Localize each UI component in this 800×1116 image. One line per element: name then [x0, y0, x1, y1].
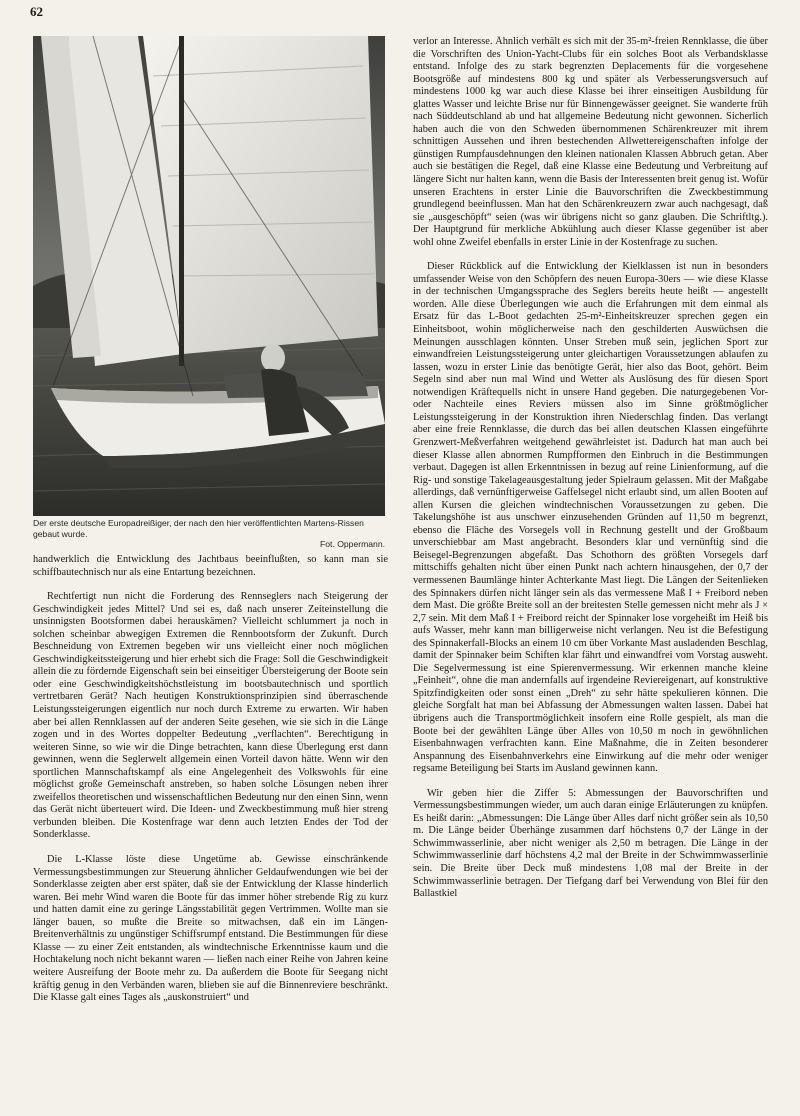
photo-credit: Fot. Oppermann.	[320, 539, 385, 549]
page-number: 62	[30, 4, 43, 19]
left-column	[33, 554, 388, 1106]
figure-caption	[33, 518, 385, 550]
sailboat-photo	[33, 36, 385, 516]
left-paragraph-2: Rechtfertigt nun nicht die Forderung des Rennseglers nach Steigerung der Geschwindigkeit jedes Mittel? Und sei es, daß nach unserer Zeiteinstellung die unsinnigsten Bootsformen dabei herauskämen? Vielleicht schlummert ja noch in solchen scheinbar abwegigen Extremen die Rennbootsform der Zukunft. Durch Beschneidung von Extremen begeben wir uns vielleicht einer noch möglichen Geschwindigkeitssteigerung und hier erhebt sich die Frage: Soll die Geschwindigkeit allein die zu fördernde Eigenschaft sein bei einseitiger Übersteigerung der Boote sein oder eine Geschwindigkeitshöchstleistung im bootsbautechnisch und sportlich vertretbaren Gerät? Nach heutigen Konstruktionsprinzipien sind überraschende Leistungssteigerungen eigentlich nur noch durch Extreme zu erwarten. Wir haben aber bei allen Rennklassen auf der anderen Seite gesehen, wie sie sich in die Länge zogen und in des Wortes doppelter Bedeutung „verflachten“. Berechtigung in weiteren Sinne, so wie wir die Dinge betrachten, kann diese Überlegung erst dann gewinnen, wenn die Seglerwelt allgemein einen Vorteil davon hätte. Wenn wir den sportlichen Mannschaftskampf als eine Angelegenheit des Volkswohls für eine möglichst große Gemeinschaft anstreben, so haben solche Lösungen neben ihrer zweifellos theoretischen und wissenschaftlichen Bedeutung nur den einen Sinn, wenn das Gerät nicht überteuert wird. Die Ideen- und Zweckbestimmung muß hier streng verbunden bleiben. Die Kostenfrage war denn auch letzten Endes der Tod der Sonderklasse.	[33, 591, 388, 841]
right-paragraph-1: verlor an Interesse. Ähnlich verhält es sich mit der 35-m²-freien Rennklasse, die über die Vorschriften des Union-Yacht-Clubs für ein solches Boot als Verbandsklasse entstand. Infolge des zu stark begrenzten Deplacements für die vorgesehene Bootsgröße auf mindestens 800 kg und später als Verbesserungsversuch auf mindestens 1000 kg war auch diese Klasse bei ihrer einseitigen Ausbildung für glattes Wasser und leichte Brise nur für Binnengewässer geeignet. Sie wanderte früh nach Süddeutschland ab und hat allgemeine Bedeutung nicht gewonnen. Sicherlich haben auch die von den Schweden übernommenen Schärenkreuzer mit ihrem schnittigen Aussehen und ihren bestechenden Allwettereigenschaften infolge der günstigen Rumpfausdehnungen den kleinen nationalen Klassen Abbruch getan. Aber auch sie bestätigen die Regel, daß eine Klasse eine Bedeutung und Verbreitung auf längere Sicht nur halten kann, wenn die Basis der Interessenten breit genug ist. Wofür unseren Erachtens in erster Linie die Bauvorschriften die Zweckbestimmung grundlegend beeinflussen. Man hat den Schärenkreuzern zwar auch nachgesagt, daß sie „ausgeschöpft“ seien (was wir übrigens nicht so ganz glauben. Die Schriftltg.). Der Hauptgrund für merkliche Abkühlung auch dieser Klasse gegenüber ist aber wohl ohne Zweifel ebenfalls in erster Linie in der Kostenfrage zu suchen.	[413, 36, 768, 248]
right-column	[413, 36, 768, 1108]
right-paragraph-3: Wir geben hier die Ziffer 5: Abmessungen der Bauvorschriften und Vermessungsbestimmungen wieder, um auch daran einige Erläuterungen zu knüpfen. Es heißt darin: „Abmessungen: Die Länge über Alles darf nicht größer sein als 10,50 m. Die Länge beider Überhänge zusammen darf höchstens 0,7 der Länge in der Schwimmwasserlinie, aber nicht weniger als 2,50 m betragen. Die Länge in der Schwimmwasserlinie darf höchstens 4,2 mal der Breite in der Schwimmwasserlinie sein. Die Breite über Deck muß mindestens 1,08 mal der Breite in der Schwimmwasserlinie betragen. Der Tiefgang darf bei Verwendung von Blei für den Ballastkiel	[413, 787, 768, 900]
left-paragraph-1: handwerklich die Entwicklung des Jachtbaus beeinflußten, so kann man sie schiffbautechnisch nur als eine Entartung bezeichnen.	[33, 554, 388, 578]
right-paragraph-2: Dieser Rückblick auf die Entwicklung der Kielklassen ist nun in besonders umfassender Weise von den Schöpfern des neuen Europa-30ers — wie diese Klasse in der technischen Umgangssprache des Seglers bereits heute heißt — angestellt worden. Alle diese Überlegungen wie auch die Erfahrungen mit dem einmal als Ersatz für das L-Boot gedachten 25-m²-Einheitskreuzer sprechen gegen ein Einheitsboot, wohin möglicherweise nach den geschilderten Auswüchsen die Meinungen ausschlagen könnten. Unser Streben muß sein, jeglichen Sport zur einwandfreien Leistungssteigerung unter gleichartigen Voraussetzungen ablaufen zu lassen, wozu in erster Linie das benötigte Gerät, hier also das Boot, gehört. Beim Segeln sind aber nun mal Wind und Wetter als Auslösung des für diesen Sport notwendigen Kräftequells nicht in unsere Hand gegeben. Die naturgegebenen Vor- oder Nachteile eines Reviers müssen also im Sinne größtmöglicher Leistungssteigerung in der Konstruktion ihren Niederschlag finden. Das verlangt aber eine freie Rennklasse, die durch das bei allen deutschen Klassen eingeführte Grenzwert-Meßverfahren weitgehend gewährleistet ist. Dadurch hat man auch bei dieser Klasse allen abnormen Rumpfformen den Einbruch in die Bestimmungen verbaut. Dagegen ist allen Erkenntnissen in bezug auf reine Linienformung, auf die Rig- und sonstige Takelageausgestaltung jeder Spielraum gelassen. Mit der Maßgabe allerdings, daß vernünftigerweise Gaffelsegel nicht erlaubt sind, um allen Booten auf allen Kursen die gleichen windtechnischen Voraussetzungen zu geben. Die Takelungshöhe ist aus unschwer einzusehenden Gründen auf 11,50 m begrenzt, ebenso die Fläche des Vorsegels voll in Rechnung gestellt und der Großbaum unverschiebbar am Mast angebracht. Besonders klar und vernünftig sind die Beisegel-Begrenzungen abgefaßt. Das Schothorn des größten Vorsegels darf mittschiffs gehalten nicht über einen Punkt nach achtern hinausgehen, der 0,7 der vermessenen Baumlänge hinter Achterkante Mast liegt. Die Längen der Seitenlieken des Spinnakers dürfen nicht länger sein als das vermessene Maß I + Freibord neben dem Mast. Die größte Breite soll an der breitesten Stelle gemessen nicht mehr als J × 2,7 sein. Mit dem Maß I + Freibord reicht der Spinnaker lose vorgeheißt im Heiß bis aufs Wasser, mehr kann man billigerweise nicht verlangen. Neu ist die Befestigung des Spinnakerfall-Blocks an einem 10 cm über Vorkante Mast ausladenden Beschlag, damit der Spinnaker beim Schiften klar fährt und einwandfrei vom Vorstag ausweht. Die Segelvermessung ist eine Spierenvermessung. Wir erkennen manche kleine „Feinheit“, ohne die man andernfalls auf irgendeine Reviereigenart, auf konstruktive Spitzfindigkeiten oder sonst einen „Dreh“ zu sehr hätte spekulieren können. Die gleiche Sorgfalt hat man bei Abfassung der Abmessungen walten lassen. Dabei hat übrigens auch die Transportmöglichkeit insofern eine Rolle gespielt, als man die Boote bei der gewählten Länge über Alles von 10,50 m noch in gewöhnlichen Eisenbahnwagen verfrachten kann. Eine Maßnahme, die in Zeiten besonderer Anspannung des Eisenbahnverkehrs eine Einwirkung auf die mehr oder weniger regsame Beteiligung bei Starts im Ausland gewinnen kann.	[413, 261, 768, 775]
sailboat-photo-image	[33, 36, 385, 516]
caption-text: Der erste deutsche Europadreißiger, der nach den hier veröffentlichten Martens-Rissen gebaut wurde.	[33, 518, 364, 539]
left-paragraph-3: Die L-Klasse löste diese Ungetüme ab. Gewisse einschränkende Vermessungsbestimmungen zur Steuerung ähnlicher Geldaufwendungen wie bei der Sonderklasse zeigten aber erst später, daß sie der Entwicklung der Klasse hinderlich waren. Bei mehr Wind waren die Boote für das immer höher strebende Rig zu kurz und hatten damit eine zu geringe Längsstabilität gegen Vertrimmen. Wollte man sie länger bauen, so mußte die Breite so mitwachsen, daß ein im Längen-Breitenverhältnis zu ungünstiger Schiffsrumpf entstand. Die Bestimmungen für diese Klasse — zu einer Zeit entstanden, als windtechnische Erkenntnisse kaum und die Hochtakelung noch nicht bekannt waren — ließen nach einer Reihe von Jahren keine weitere Ausreifung der Boote mehr zu. Da außerdem die Boote für Seegang nicht kräftig genug in den Verbänden waren, blieben sie auf die Binnenreviere beschränkt. Die Klasse galt eines Tages als „auskonstruiert“ und	[33, 854, 388, 1004]
